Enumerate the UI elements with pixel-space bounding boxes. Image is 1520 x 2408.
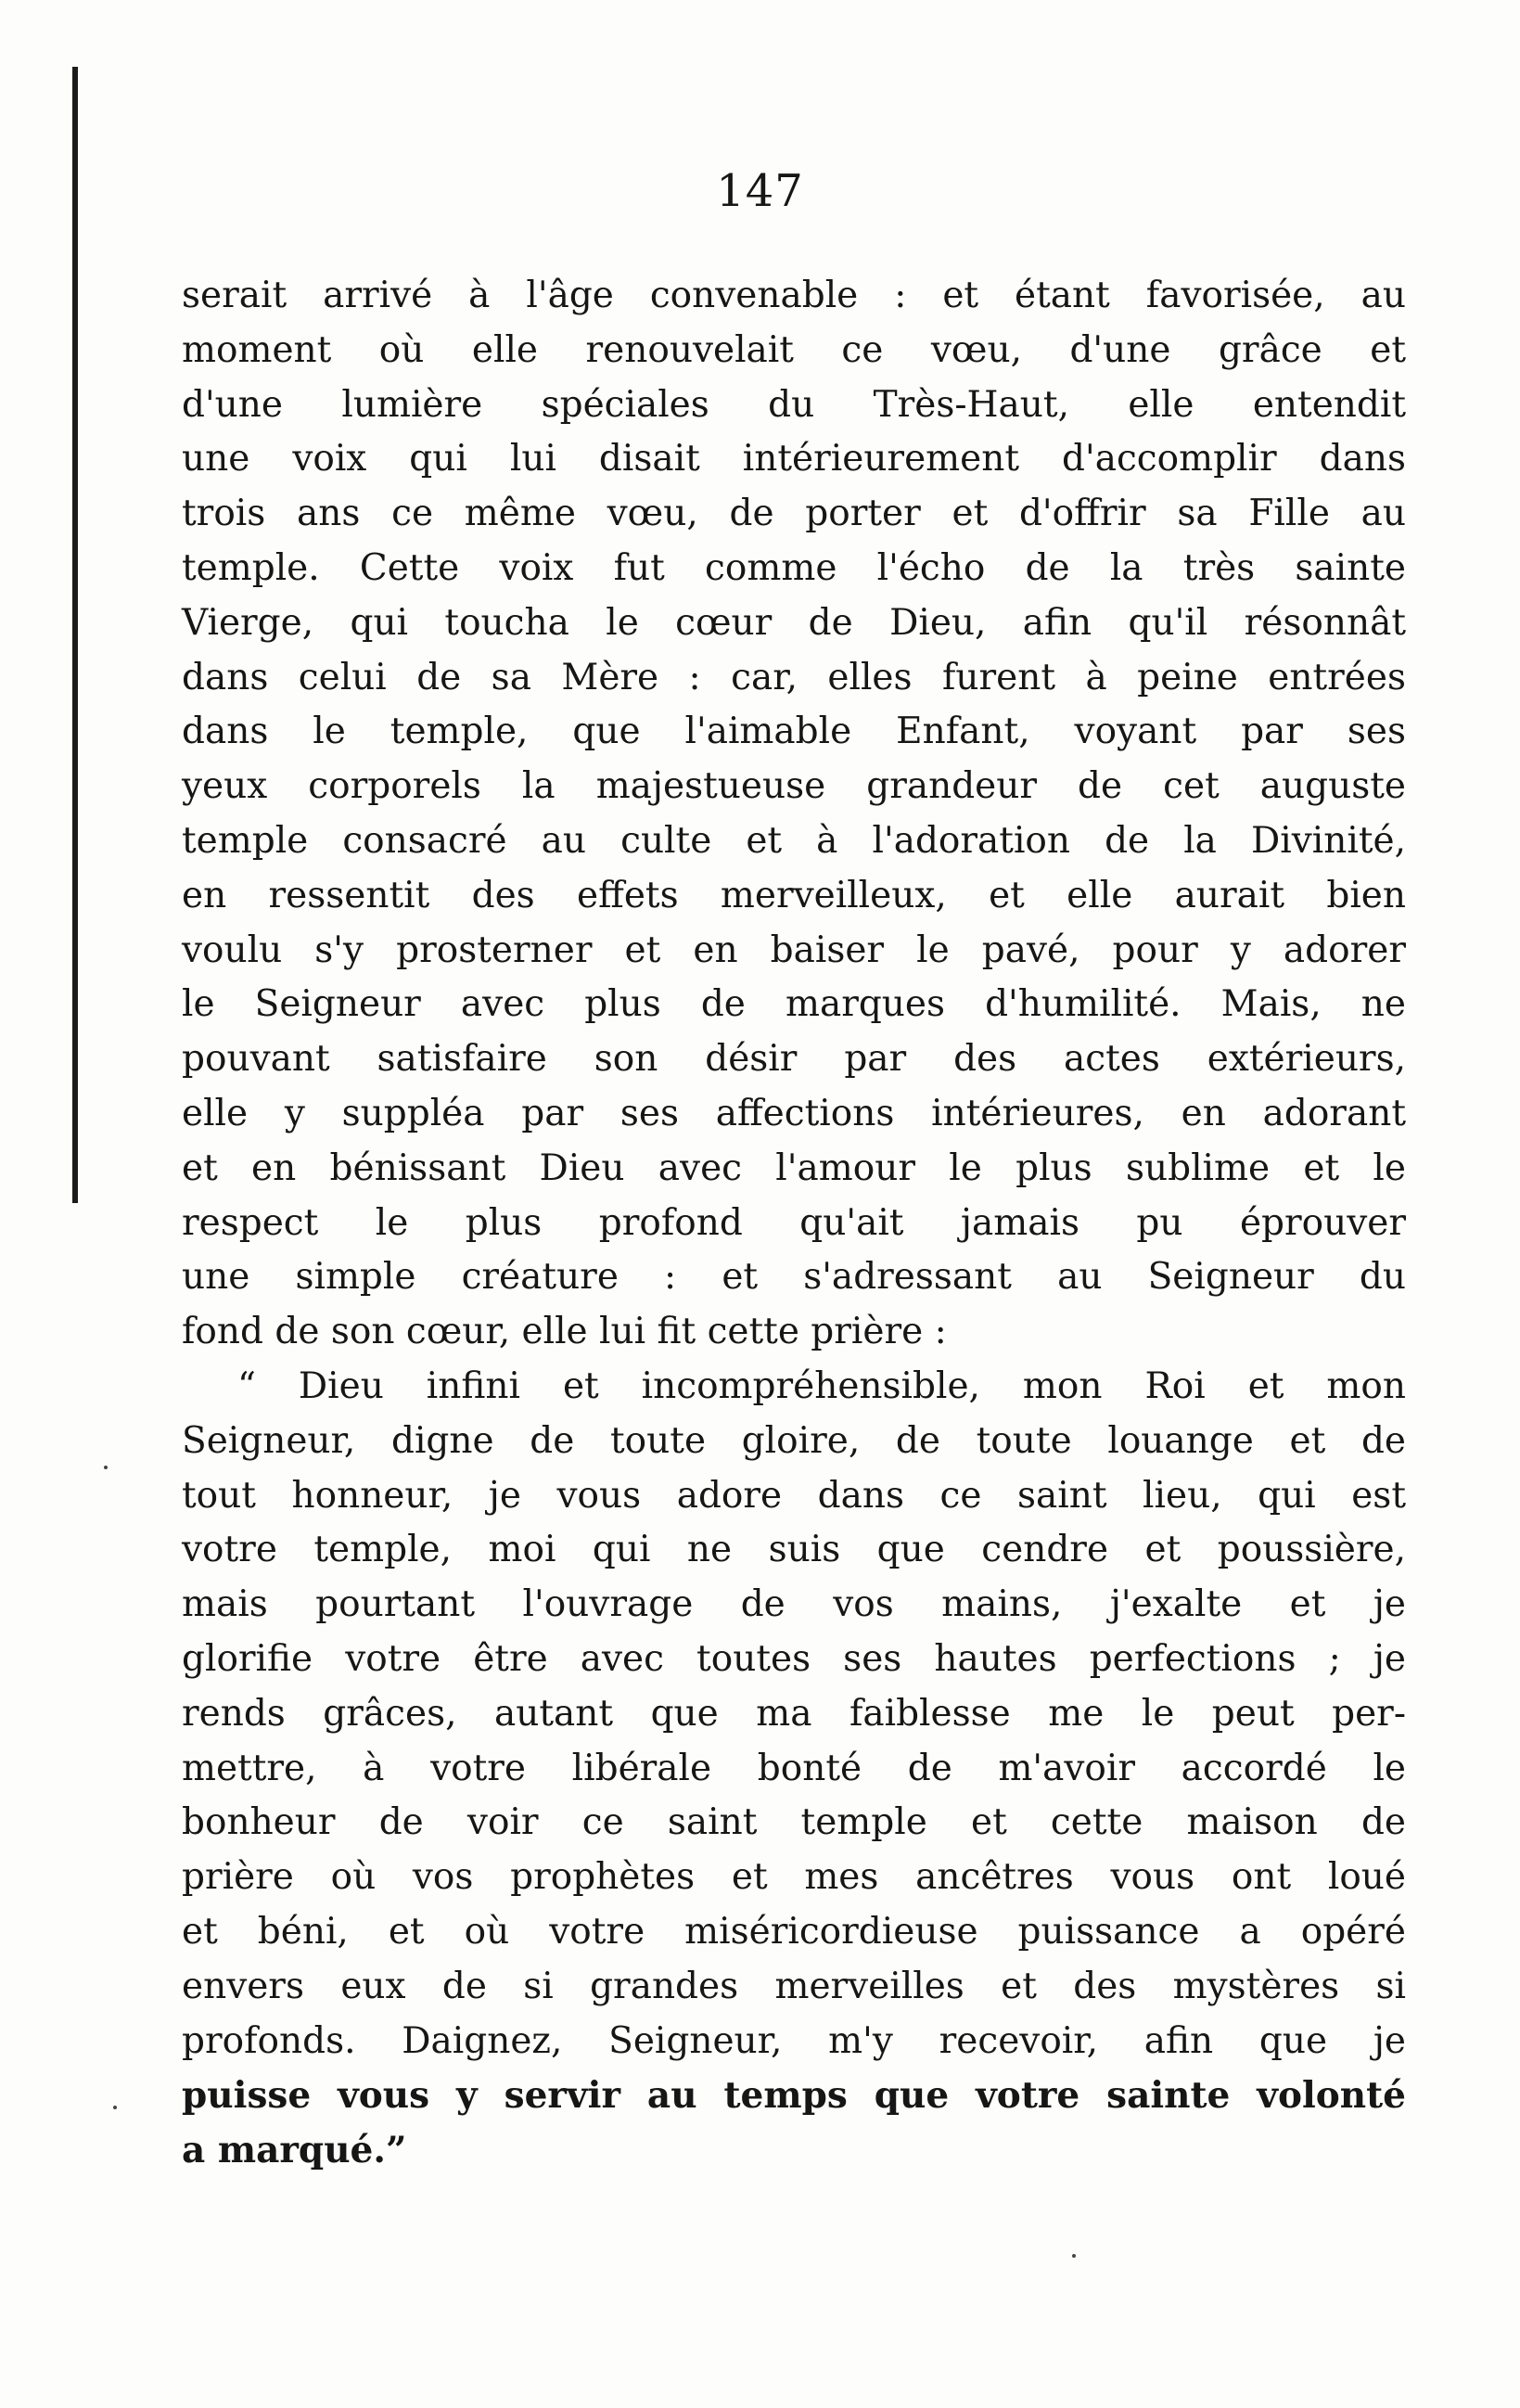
text-line: en ressentit des effets merveilleux, et elle aurait bien <box>182 874 1406 916</box>
text-line: bonheur de voir ce saint temple et cette maison de <box>182 1801 1406 1844</box>
text-line: glorifie votre être avec toutes ses hautes perfections ; je <box>182 1637 1406 1680</box>
text-line: d'une lumière spéciales du Très-Haut, elle entendit <box>182 383 1406 426</box>
text-line: moment où elle renouvelait ce vœu, d'une grâce et <box>182 328 1406 371</box>
text-line: Vierge, qui toucha le cœur de Dieu, afin qu'il résonnât <box>182 601 1406 644</box>
page-number: 147 <box>716 165 804 217</box>
text-line: pouvant satisfaire son désir par des actes extérieurs, <box>182 1038 1406 1081</box>
paragraph-end-line: fond de son cœur, elle lui fit cette prière : <box>182 1311 947 1353</box>
print-speck <box>1072 2254 1076 2258</box>
prayer-first-line: “ Dieu infini et incompréhensible, mon Roi et mon <box>237 1364 1406 1407</box>
text-line: et en bénissant Dieu avec l'amour le plus sublime et le <box>182 1146 1406 1189</box>
text-line: profonds. Daignez, Seigneur, m'y recevoir, afin que je <box>182 2019 1406 2062</box>
print-speck <box>104 1466 108 1469</box>
text-line: prière où vos prophètes et mes ancêtres vous ont loué <box>182 1856 1406 1899</box>
text-line: rends grâces, autant que ma faiblesse me le peut per- <box>182 1692 1406 1735</box>
text-line: Seigneur, digne de toute gloire, de toute louange et de <box>182 1419 1406 1462</box>
text-line: puisse vous y servir au temps que votre sainte volonté <box>182 2074 1406 2118</box>
text-line: trois ans ce même vœu, de porter et d'offrir sa Fille au <box>182 493 1406 535</box>
text-line: envers eux de si grandes merveilles et des mystères si <box>182 1965 1406 2007</box>
text-line: temple consacré au culte et à l'adoration de la Divinité, <box>182 819 1406 862</box>
text-line: mettre, à votre libérale bonté de m'avoir accordé le <box>182 1747 1406 1789</box>
prayer-end-line: a marqué.” <box>182 2129 407 2172</box>
text-line: serait arrivé à l'âge convenable : et étant favorisée, au <box>182 275 1406 316</box>
text-line: yeux corporels la majestueuse grandeur de cet auguste <box>182 765 1406 808</box>
text-line: et béni, et où votre miséricordieuse puissance a opéré <box>182 1910 1406 1953</box>
text-line: dans le temple, que l'aimable Enfant, voyant par ses <box>182 711 1406 753</box>
print-speck <box>113 2106 117 2109</box>
text-line: une voix qui lui disait intérieurement d'accomplir dans <box>182 438 1406 480</box>
text-line: mais pourtant l'ouvrage de vos mains, j'exalte et je <box>182 1583 1406 1626</box>
text-line: elle y suppléa par ses affections intérieures, en adorant <box>182 1092 1406 1134</box>
margin-rule <box>72 67 78 1203</box>
text-line: temple. Cette voix fut comme l'écho de la très sainte <box>182 546 1406 589</box>
text-line: le Seigneur avec plus de marques d'humilité. Mais, ne <box>182 983 1406 1026</box>
text-line: dans celui de sa Mère : car, elles furent à peine entrées <box>182 656 1406 698</box>
text-line: respect le plus profond qu'ait jamais pu éprouver <box>182 1201 1406 1244</box>
text-line: votre temple, moi qui ne suis que cendre et poussière, <box>182 1529 1406 1571</box>
body-text <box>182 269 1406 2178</box>
text-line: une simple créature : et s'adressant au Seigneur du <box>182 1256 1406 1299</box>
text-line: tout honneur, je vous adore dans ce saint lieu, qui est <box>182 1474 1406 1517</box>
text-line: voulu s'y prosterner et en baiser le pavé, pour y adorer <box>182 929 1406 971</box>
